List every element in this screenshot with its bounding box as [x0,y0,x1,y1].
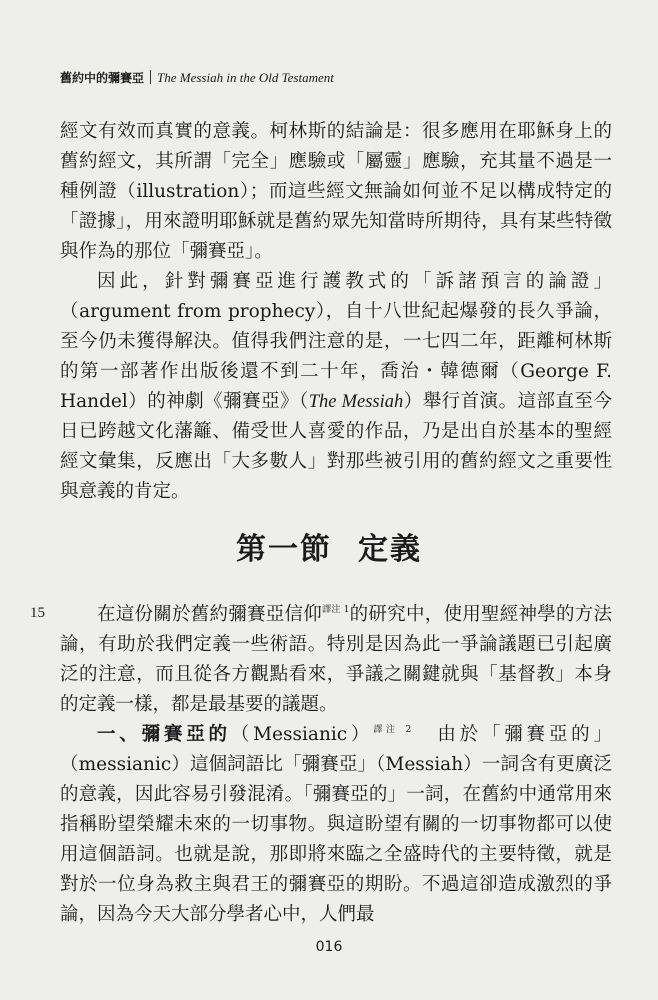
paragraph-4-body: 由於「彌賽亞的」（messianic）這個詞語比「彌賽亞」（Messiah）一詞含有更廣泛的意義，因此容易引發混淆。「彌賽亞的」一詞，在舊約中通常用來指稱盼望榮耀未來的一切事物。與這盼望有關的一切事物都可以使用這個語詞。也就是說，那即將來臨之全盛時代的主要特徵，就是對於一位身為救主與君王的彌賽亞的期盼。不過這卻造成激烈的爭論，因為今天大部分學者心中，人們最 [60,724,612,925]
header-divider [150,70,151,84]
translator-note-2: 譯注 2 [373,725,412,735]
paragraph-2-italic-title: The Messiah [308,392,404,412]
body-text-bottom [60,600,612,930]
running-header [60,70,334,87]
page-number: 016 [315,939,343,955]
margin-line-number: 15 [30,605,45,621]
header-title-english: The Messiah in the Old Testament [157,70,334,85]
paragraph-1: 經文有效而真實的意義。柯林斯的結論是：很多應用在耶穌身上的舊約經文，其所謂「完全」應驗或「屬靈」應驗，充其量不過是一種例證（illustration）；而這些經文無論如何並不足以構成特定的「證據」，用來證明耶穌就是舊約眾先知當時所期待，具有某些特徵與作為的那位「彌賽亞」。 [60,121,612,262]
subsection-heading: 一、彌賽亞的 [97,724,231,745]
header-title-chinese: 舊約中的彌賽亞 [60,71,145,85]
section-number: 第一節 [236,532,332,567]
paragraph-2-text-b: ）舉行首演。這部直至今日已跨越文化藩籬、備受世人喜愛的作品，乃是出自於基本的聖經經文彙集，反應出「大多數人」對那些被引用的舊約經文之重要性與意義的肯定。 [60,391,612,502]
section-name: 定義 [358,532,422,567]
translator-note-1: 譯注 1 [322,605,350,615]
subsection-heading-english: （Messianic） [230,724,374,745]
section-title [0,530,658,570]
paragraph-2 [60,267,612,507]
paragraph-2-text-a: 因此，針對彌賽亞進行護教式的「訴諸預言的論證」（argument from prophecy），自十八世紀起爆發的長久爭論，至今仍未獲得解決。值得我們注意的是，一七四二年，距離柯林斯的第一部著作出版後還不到二十年，喬治・韓德爾（George F. Handel）的神劇《彌賽亞》（ [60,271,612,412]
paragraph-4 [60,720,612,930]
paragraph-3-text-a: 在這份關於舊約彌賽亞信仰 [97,604,323,625]
body-text-top [60,117,612,507]
paragraph-3-text-b: 的研究中，使用聖經神學的方法論，有助於我們定義一些術語。特別是因為此一爭論議題已引起廣泛的注意，而且從各方觀點看來，爭議之關鍵就與「基督教」本身的定義一樣，都是最基要的議題。 [60,604,612,715]
paragraph-3 [60,600,612,720]
